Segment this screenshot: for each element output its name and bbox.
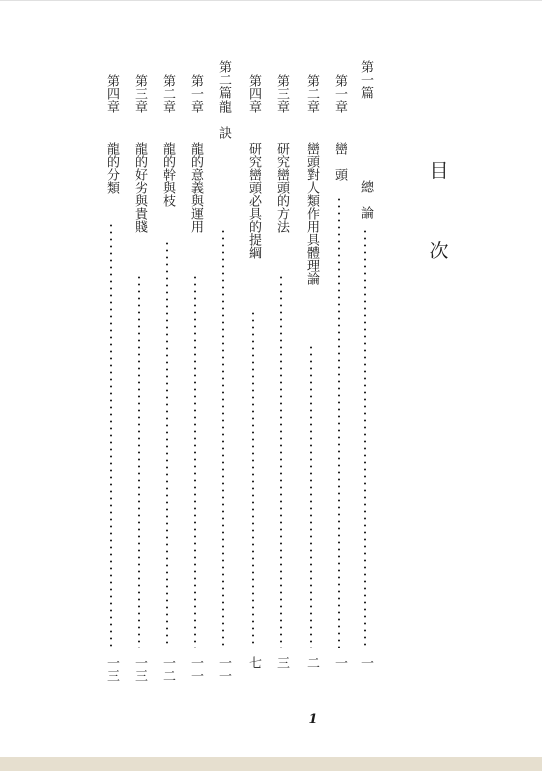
toc-entry-label: 第四章 — [246, 74, 261, 113]
toc-entry-page: 二 — [304, 656, 319, 669]
toc-entry-title: 總 論 — [358, 180, 373, 219]
toc-entry-label: 第二篇 — [216, 60, 231, 99]
toc-entry-chapter-2[interactable] — [302, 60, 320, 692]
toc-entry-chapter-2b[interactable] — [158, 60, 176, 692]
dot-leader — [166, 240, 168, 648]
scan-edge — [0, 757, 542, 771]
toc-entry-page: 七 — [246, 656, 261, 669]
toc-entry-label: 第二章 — [304, 74, 319, 113]
toc-entry-page: 一一 — [188, 656, 203, 682]
toc-entry-title: 研究巒頭必具的提綱 — [246, 142, 261, 259]
toc-entry-page: 一一 — [216, 656, 231, 682]
toc-entry-label: 第一章 — [188, 74, 203, 113]
toc-entry-label: 第二章 — [160, 74, 175, 113]
page-number: 1 — [308, 712, 318, 727]
toc-entry-title: 龍的分類 — [104, 142, 119, 194]
toc-entry-page: 三 — [274, 656, 289, 669]
dot-leader — [138, 274, 140, 648]
toc-entry-page: 一二 — [160, 656, 175, 682]
toc-entry-page: 一 — [332, 656, 347, 669]
toc-entry-label: 第三章 — [132, 74, 147, 113]
toc-entry-label: 第一章 — [332, 74, 347, 113]
toc-entry-page: 一 — [358, 656, 373, 669]
toc-title-char-2: 次 — [429, 240, 449, 262]
toc-entry-title: 龍的好劣與貴賤 — [132, 142, 147, 233]
toc-entry-chapter-4[interactable] — [244, 60, 262, 692]
dot-leader — [194, 274, 196, 648]
toc-entry-chapter-1b[interactable] — [186, 60, 204, 692]
toc-title-char-1: 目 — [429, 160, 449, 182]
dot-leader — [110, 222, 112, 648]
dot-leader — [252, 310, 254, 648]
dot-leader — [280, 274, 282, 648]
top-edge — [0, 0, 542, 1]
toc-entry-page: 一三 — [104, 656, 119, 682]
dot-leader — [310, 344, 312, 648]
toc-entry-chapter-3b[interactable] — [130, 60, 148, 692]
dot-leader — [222, 228, 224, 648]
dot-leader — [338, 196, 340, 648]
toc-entry-chapter-4b[interactable] — [102, 60, 120, 692]
toc-entry-chapter-1[interactable] — [330, 60, 348, 692]
toc-entry-label: 第三章 — [274, 74, 289, 113]
dot-leader — [364, 228, 366, 648]
toc-entry-page: 一三 — [132, 656, 147, 682]
toc-entry-title: 巒頭對人類作用具體理論 — [304, 142, 319, 285]
toc-entry-label: 第四章 — [104, 74, 119, 113]
toc-entry-title: 巒 頭 — [332, 142, 347, 181]
toc-entry-part-1[interactable] — [356, 60, 374, 692]
toc-entry-title: 龍的幹與枝 — [160, 142, 175, 207]
toc-entry-chapter-3[interactable] — [272, 60, 290, 692]
toc-entry-part-2[interactable] — [214, 60, 232, 692]
toc-entry-label: 第一篇 — [358, 60, 373, 99]
toc-entry-title: 龍的意義與運用 — [188, 142, 203, 233]
toc-entry-title: 龍 訣 — [216, 100, 231, 139]
toc-entry-title: 研究巒頭的方法 — [274, 142, 289, 233]
